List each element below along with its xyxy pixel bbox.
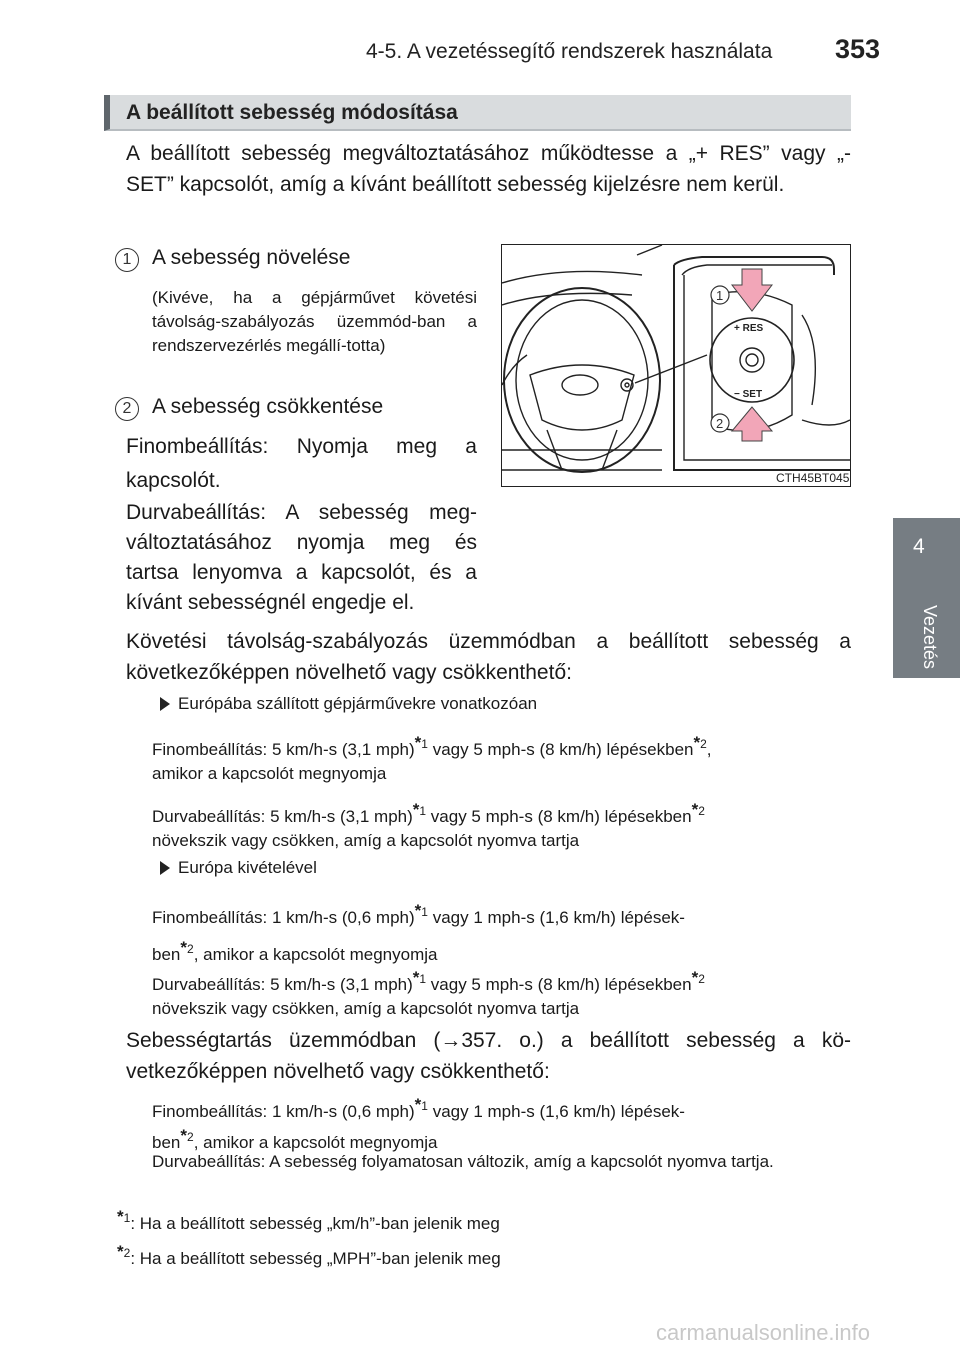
- intro-paragraph: A beállított sebesség megváltoztatásához működtesse a „+ RES” vagy „- SET” kapcsolót, amíg a kívánt beállított sebesség kijelzésre nem kerül.: [126, 142, 851, 196]
- arrow-bullet-icon: [160, 861, 170, 875]
- item-1-note: (Kivéve, ha a gépjárművet követési távolság-szabályozás üzemmód-ban a rendszervezérlés megállí-totta): [152, 288, 477, 355]
- footnote-1: $^{*1}$: Ha a beállított sebesség „km/h”-ban jelenik meg: [117, 1207, 500, 1233]
- minus-set-label: − SET: [734, 389, 763, 400]
- follow-mode-intro: Követési távolság-szabályozás üzemmódban a beállított sebesség a következőképpen növelhető vagy csökkenthető:: [126, 630, 851, 684]
- chapter-heading: 4-5. A vezetéssegítő rendszerek használata: [366, 40, 773, 63]
- watermark: carmanualsonline.info: [656, 1320, 871, 1345]
- callout-2: 2: [716, 416, 724, 431]
- item-2-number: 2: [115, 397, 139, 421]
- steering-switch-illustration: [501, 244, 851, 487]
- section-title: A beállított sebesség módosítása: [126, 101, 458, 124]
- item-1-number: 1: [115, 248, 139, 272]
- europe-bullet: Európába szállított gépjárművekre vonatkozóan: [178, 694, 538, 713]
- coarse-adjust-text: Durvabeállítás: A sebesség meg-változtatásához nyomja meg és tartsa lenyomva a kapcsolót, és a kívánt sebességnél engedje el.: [126, 501, 477, 614]
- steering-wheel-drawing: [502, 245, 850, 486]
- europe-coarse-adjust: Durvabeállítás: 5 km/h-s (3,1 mph)$^{*1}$ vagy 5 mph-s (8 km/h) lépésekben$^{*2}$ növekszik vagy csökken, amíg a kapcsolót nyomva tartja: [152, 800, 705, 850]
- arrow-bullet-icon: [160, 697, 170, 711]
- non-europe-coarse-adjust: Durvabeállítás: 5 km/h-s (3,1 mph)$^{*1}$ vagy 5 mph-s (8 km/h) lépésekben$^{*2}$ növekszik vagy csökken, amíg a kapcsolót nyomva tartja: [152, 968, 705, 1018]
- fine-adjust-text: Finombeállítás: Nyomja meg a kapcsolót.: [126, 435, 477, 492]
- side-tab-label: Vezetés: [920, 605, 940, 670]
- item-1-title: A sebesség növelése: [152, 246, 351, 269]
- illustration-code: CTH45BT045: [776, 471, 850, 485]
- speed-mode-coarse-adjust: Durvabeállítás: A sebesség folyamatosan változik, amíg a kapcsolót nyomva tartja.: [152, 1152, 774, 1171]
- europe-fine-adjust: Finombeállítás: 5 km/h-s (3,1 mph)$^{*1}$ vagy 5 mph-s (8 km/h) lépésekben$^{*2}$, amikor a kapcsolót megnyomja: [152, 733, 712, 783]
- page-number: 353: [835, 34, 881, 64]
- footnote-2: $^{*2}$: Ha a beállított sebesség „MPH”-ban jelenik meg: [117, 1242, 501, 1268]
- increase-arrow: [732, 269, 772, 311]
- decrease-arrow: [732, 407, 772, 441]
- speed-mode-intro: Sebességtartás üzemmódban (→357. o.) a beállított sebesség a kö-vetkezőképpen növelhető vagy csökkenthető:: [126, 1029, 851, 1083]
- side-tab-number: 4: [913, 535, 925, 558]
- non-europe-fine-adjust: Finombeállítás: 1 km/h-s (0,6 mph)$^{*1}$ vagy 1 mph-s (1,6 km/h) lépések- ben$^{*2}$, amikor a kapcsolót megnyomja: [152, 901, 685, 964]
- non-europe-bullet: Európa kivételével: [178, 858, 317, 877]
- callout-1: 1: [716, 288, 724, 303]
- plus-res-label: + RES: [734, 323, 764, 334]
- item-2-title: A sebesség csökkentése: [152, 395, 384, 418]
- section-title-bar: [104, 95, 851, 131]
- speed-mode-fine-adjust: Finombeállítás: 1 km/h-s (0,6 mph)$^{*1}$ vagy 1 mph-s (1,6 km/h) lépések- ben$^{*2}$, amikor a kapcsolót megnyomja: [152, 1095, 685, 1152]
